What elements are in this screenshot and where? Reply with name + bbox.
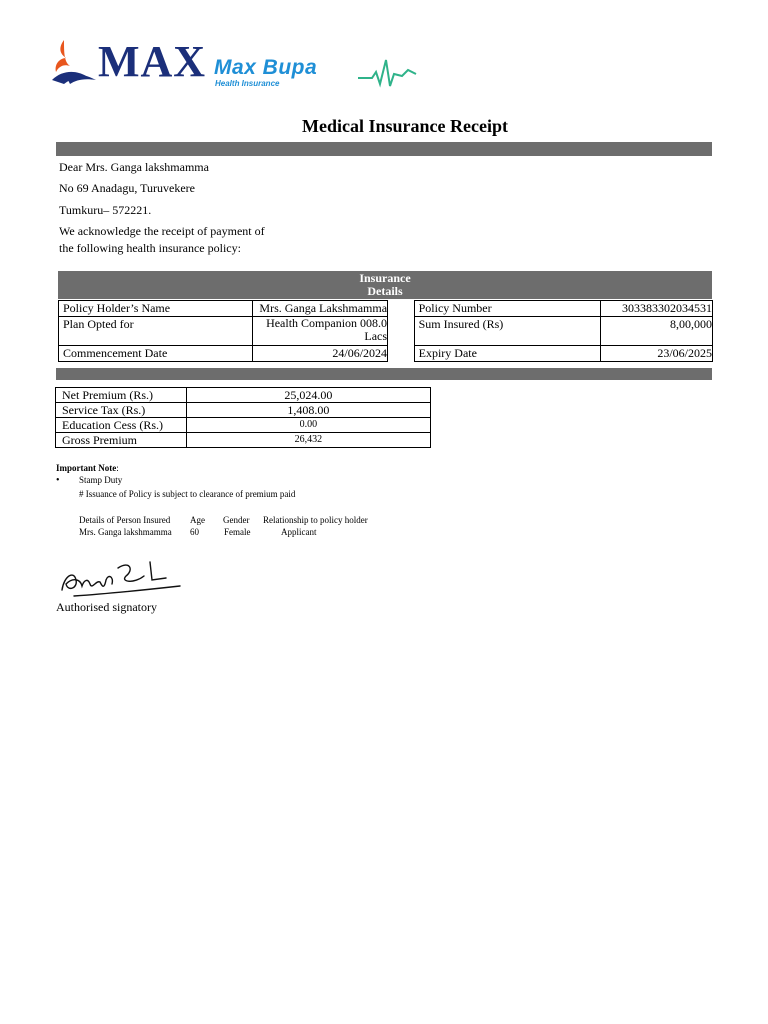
gross-premium-label: Gross Premium bbox=[56, 433, 187, 448]
bupa-subtitle: Health Insurance bbox=[215, 79, 280, 88]
policy-number-value: 303383302034531 bbox=[601, 301, 713, 317]
header-divider-bar bbox=[56, 142, 712, 156]
education-cess-label: Education Cess (Rs.) bbox=[56, 418, 187, 433]
sum-insured-value: 8,00,000 bbox=[601, 317, 713, 346]
insured-age: 60 bbox=[190, 527, 199, 537]
policy-number-label: Policy Number bbox=[414, 301, 601, 317]
insurance-details-header-line-2: Details bbox=[367, 284, 403, 298]
gross-premium-value: 26,432 bbox=[186, 433, 430, 448]
important-note-title: Important Note bbox=[56, 463, 117, 473]
insurance-details-header-line-1: Insurance bbox=[359, 271, 411, 285]
table-row bbox=[56, 403, 431, 418]
education-cess-value: 0.00 bbox=[186, 418, 430, 433]
heartbeat-icon bbox=[358, 56, 418, 92]
address-line-1: No 69 Anadagu, Turuvekere bbox=[59, 181, 195, 195]
important-note-heading bbox=[56, 463, 119, 473]
bullet-icon: • bbox=[56, 475, 60, 486]
insured-gender: Female bbox=[224, 527, 251, 537]
sum-insured-label: Sum Insured (Rs) bbox=[414, 317, 601, 346]
insurance-details-table bbox=[58, 300, 713, 362]
commencement-date-label: Commencement Date bbox=[59, 346, 253, 362]
insured-name: Mrs. Ganga lakshmamma bbox=[79, 527, 172, 537]
table-row bbox=[59, 317, 713, 346]
bupa-wordmark: Max Bupa bbox=[214, 56, 318, 79]
max-logo bbox=[50, 36, 207, 88]
expiry-date-label: Expiry Date bbox=[414, 346, 601, 362]
insured-header-name: Details of Person Insured bbox=[79, 515, 171, 525]
acknowledgement-line-2: the following health insurance policy: bbox=[59, 241, 241, 255]
handwritten-signature bbox=[54, 556, 184, 600]
service-tax-label: Service Tax (Rs.) bbox=[56, 403, 187, 418]
max-bupa-logo bbox=[212, 56, 422, 96]
note-item-issuance: # Issuance of Policy is subject to clearance of premium paid bbox=[79, 489, 296, 499]
table-row bbox=[59, 301, 713, 317]
commencement-date-value: 24/06/2024 bbox=[252, 346, 388, 362]
table-row bbox=[56, 433, 431, 448]
insured-header-gender: Gender bbox=[223, 515, 250, 525]
insured-relationship: Applicant bbox=[281, 527, 317, 537]
insurance-details-header bbox=[58, 271, 712, 299]
insured-header-relationship: Relationship to policy holder bbox=[263, 515, 368, 525]
plan-value bbox=[252, 317, 388, 346]
note-item-stamp-duty: Stamp Duty bbox=[79, 475, 123, 485]
salutation: Dear Mrs. Ganga lakshmamma bbox=[59, 160, 209, 174]
plan-value-line-2: Lacs bbox=[364, 329, 388, 343]
premium-table bbox=[55, 387, 431, 448]
plan-label: Plan Opted for bbox=[59, 317, 253, 346]
table-row bbox=[59, 346, 713, 362]
authorised-signatory-label: Authorised signatory bbox=[56, 600, 157, 614]
max-wordmark: MAX bbox=[98, 37, 207, 86]
max-flame-icon bbox=[50, 36, 98, 88]
net-premium-value: 25,024.00 bbox=[186, 388, 430, 403]
table-row bbox=[56, 388, 431, 403]
address-line-2: Tumkuru– 572221. bbox=[59, 203, 152, 217]
section-divider-bar bbox=[56, 368, 712, 380]
policy-holder-value: Mrs. Ganga Lakshmamma bbox=[252, 301, 388, 317]
policy-holder-label: Policy Holder’s Name bbox=[59, 301, 253, 317]
acknowledgement-line-1: We acknowledge the receipt of payment of bbox=[59, 224, 265, 238]
net-premium-label: Net Premium (Rs.) bbox=[56, 388, 187, 403]
important-note-colon: : bbox=[116, 463, 119, 473]
service-tax-value: 1,408.00 bbox=[186, 403, 430, 418]
page-title: Medical Insurance Receipt bbox=[302, 116, 508, 136]
plan-value-line-1: Health Companion 008.0 bbox=[266, 316, 388, 330]
expiry-date-value: 23/06/2025 bbox=[601, 346, 713, 362]
insured-header-age: Age bbox=[190, 515, 205, 525]
table-row bbox=[56, 418, 431, 433]
